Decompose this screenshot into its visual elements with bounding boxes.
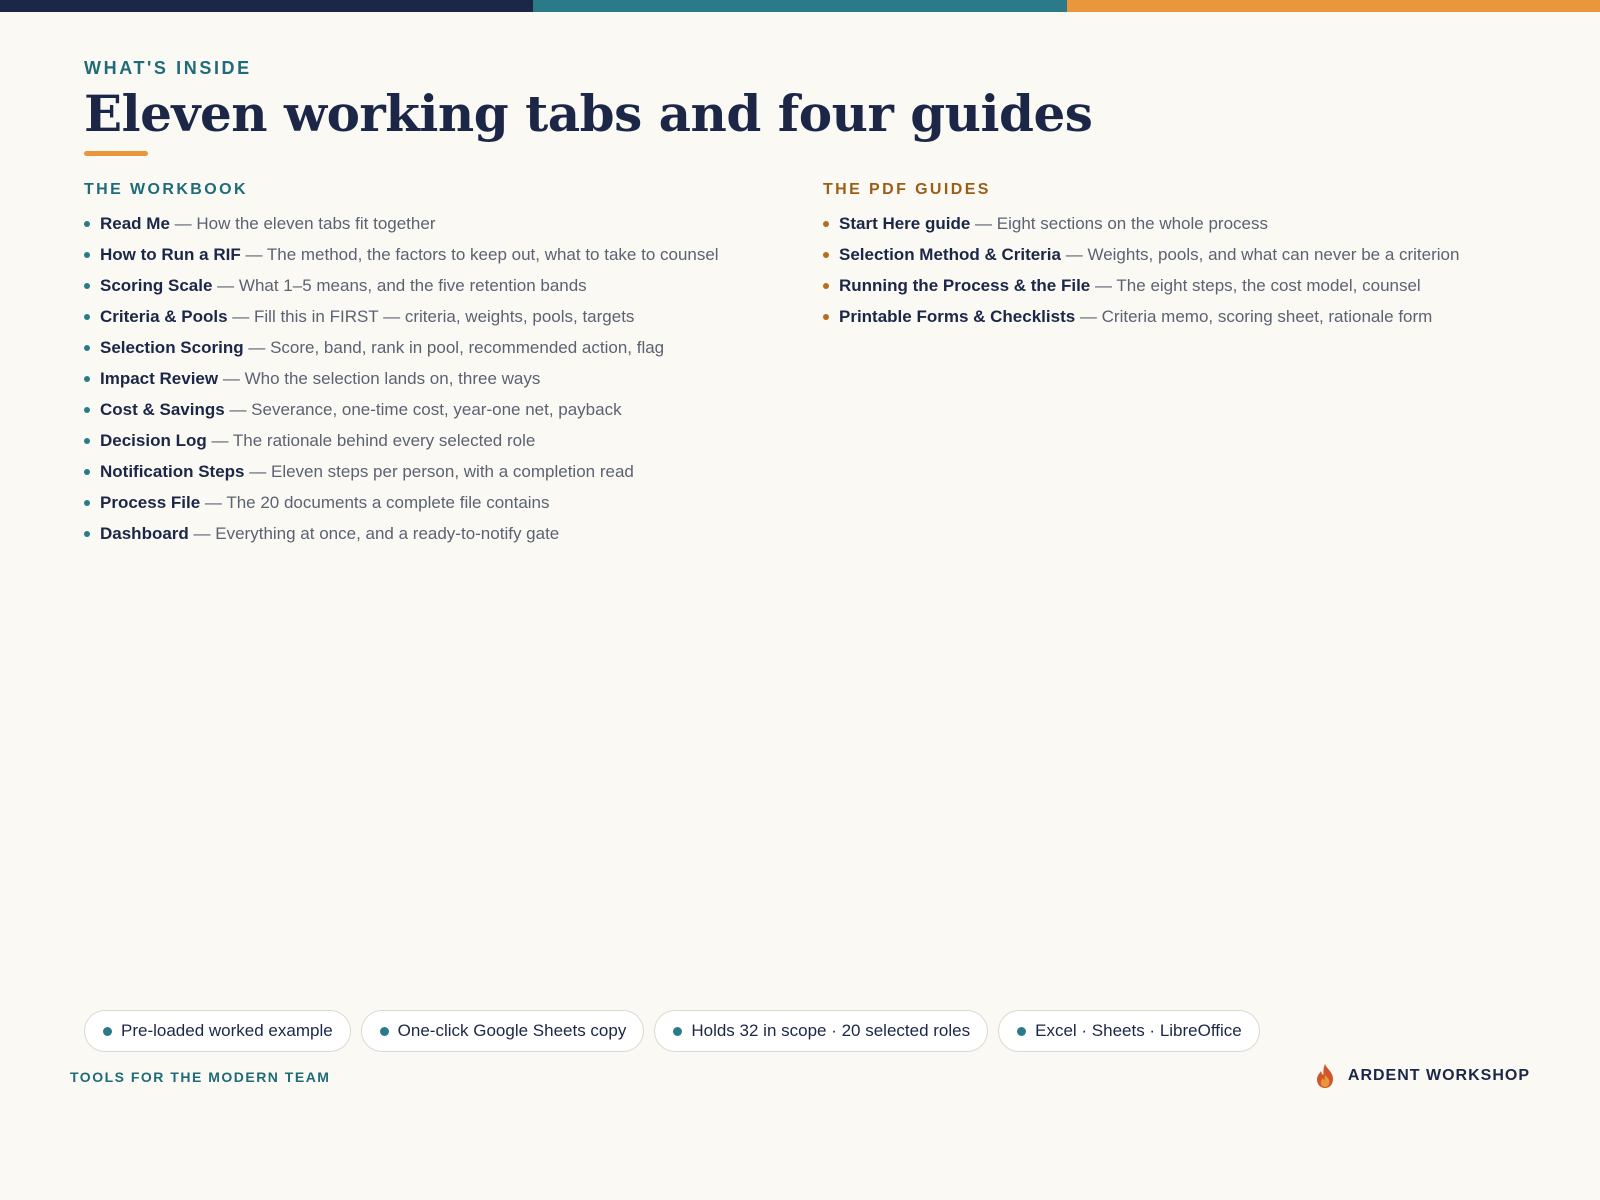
chip-label: Holds 32 in scope · 20 selected roles (691, 1021, 971, 1040)
brand-logo (1314, 1063, 1530, 1089)
bullet-icon (84, 345, 90, 351)
item-name: Decision Log (100, 431, 207, 450)
item-name: Start Here guide (839, 214, 971, 233)
item-separator: — (229, 400, 247, 419)
item-name: Process File (100, 493, 201, 512)
item-separator: — (204, 493, 222, 512)
item-separator: — (222, 369, 240, 388)
list-item (823, 301, 1563, 332)
item-name: Cost & Savings (100, 400, 225, 419)
bullet-icon (823, 252, 829, 258)
top-bar-segment-navy (0, 0, 533, 12)
item-separator: — (248, 338, 266, 357)
list-item (823, 208, 1563, 239)
page-title: Eleven working tabs and four guides (84, 84, 1093, 143)
list-item (84, 301, 804, 332)
bullet-icon (823, 283, 829, 289)
bullet-icon (84, 500, 90, 506)
top-color-bar (0, 0, 1600, 12)
item-name: How to Run a RIF (100, 245, 241, 264)
item-separator: — (245, 245, 263, 264)
item-description: What 1–5 means, and the five retention bands (238, 276, 587, 295)
bullet-icon (84, 469, 90, 475)
list-item (84, 270, 804, 301)
item-description: Eight sections on the whole process (996, 214, 1268, 233)
feature-chip (361, 1010, 645, 1052)
item-name: Printable Forms & Checklists (839, 307, 1076, 326)
item-description: The 20 documents a complete file contains (226, 493, 550, 512)
item-description: Who the selection lands on, three ways (244, 369, 541, 388)
footer-tagline: TOOLS FOR THE MODERN TEAM (70, 1069, 331, 1085)
bullet-icon (84, 531, 90, 537)
bullet-icon (84, 252, 90, 258)
item-name: Selection Method & Criteria (839, 245, 1061, 264)
brand-name: ARDENT WORKSHOP (1347, 1067, 1530, 1084)
item-separator: — (217, 276, 235, 295)
item-name: Dashboard (100, 524, 189, 543)
chip-dot-icon (380, 1027, 389, 1036)
item-separator: — (1095, 276, 1112, 295)
bullet-icon (84, 407, 90, 413)
item-description: Score, band, rank in pool, recommended action, flag (270, 338, 665, 357)
list-item (84, 487, 804, 518)
chip-label: One-click Google Sheets copy (397, 1021, 627, 1040)
list-item (84, 456, 804, 487)
guides-section (823, 180, 1563, 332)
list-item (84, 425, 804, 456)
item-description: The method, the factors to keep out, what to take to counsel (266, 245, 719, 264)
list-item (84, 208, 804, 239)
chip-label: Pre-loaded worked example (121, 1021, 333, 1040)
item-description: How the eleven tabs fit together (196, 214, 436, 233)
list-item (84, 239, 804, 270)
bullet-icon (823, 314, 829, 320)
feature-chips (84, 1010, 1260, 1052)
item-separator: — (211, 431, 229, 450)
item-separator: — (193, 524, 211, 543)
list-item (84, 332, 804, 363)
item-description: Fill this in FIRST — criteria, weights, pools, targets (254, 307, 635, 326)
item-name: Notification Steps (100, 462, 245, 481)
bullet-icon (84, 376, 90, 382)
list-item (823, 239, 1563, 270)
chip-dot-icon (103, 1027, 112, 1036)
workbook-list (84, 208, 804, 549)
item-name: Selection Scoring (100, 338, 244, 357)
workbook-heading: THE WORKBOOK (84, 181, 248, 198)
guides-heading: THE PDF GUIDES (823, 181, 991, 198)
flame-icon (1314, 1063, 1336, 1089)
bullet-icon (823, 221, 829, 227)
item-description: Everything at once, and a ready-to-notify gate (215, 524, 560, 543)
top-bar-segment-orange (1067, 0, 1600, 12)
item-description: Severance, one-time cost, year-one net, payback (251, 400, 622, 419)
item-name: Scoring Scale (100, 276, 213, 295)
list-item (823, 270, 1563, 301)
feature-chip (84, 1010, 351, 1052)
eyebrow-label: WHAT'S INSIDE (84, 58, 252, 78)
item-separator: — (174, 214, 192, 233)
item-description: Criteria memo, scoring sheet, rationale form (1101, 307, 1433, 326)
item-description: The rationale behind every selected role (232, 431, 536, 450)
item-separator: — (975, 214, 993, 233)
item-separator: — (1065, 245, 1083, 264)
list-item (84, 394, 804, 425)
workbook-section (84, 180, 804, 549)
item-separator: — (249, 462, 267, 481)
title-underline (84, 151, 148, 156)
item-separator: — (1079, 307, 1097, 326)
item-description: The eight steps, the cost model, counsel (1116, 276, 1421, 295)
list-item (84, 363, 804, 394)
chip-dot-icon (1017, 1027, 1026, 1036)
item-description: Weights, pools, and what can never be a criterion (1087, 245, 1460, 264)
item-name: Read Me (100, 214, 170, 233)
item-name: Impact Review (100, 369, 219, 388)
guides-list (823, 208, 1563, 332)
list-item (84, 518, 804, 549)
item-name: Criteria & Pools (100, 307, 228, 326)
bullet-icon (84, 283, 90, 289)
feature-chip (654, 1010, 988, 1052)
top-bar-segment-teal (533, 0, 1066, 12)
bullet-icon (84, 438, 90, 444)
chip-label: Excel · Sheets · LibreOffice (1035, 1021, 1242, 1040)
chip-dot-icon (673, 1027, 682, 1036)
item-name: Running the Process & the File (839, 276, 1091, 295)
bullet-icon (84, 314, 90, 320)
item-separator: — (232, 307, 250, 326)
item-description: Eleven steps per person, with a completion read (270, 462, 634, 481)
bullet-icon (84, 221, 90, 227)
feature-chip (998, 1010, 1260, 1052)
